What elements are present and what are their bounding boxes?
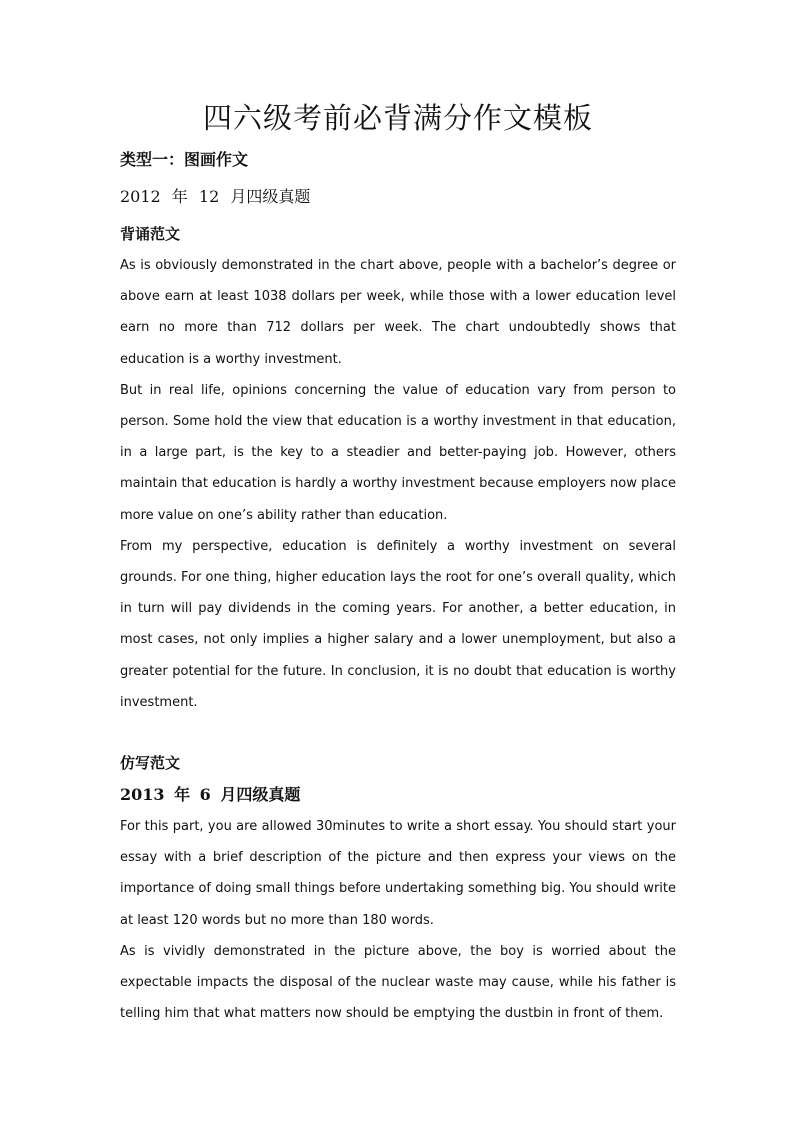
essay1-paragraph-1: As is obviously demonstrated in the chart above, people with a bachelor’s degree or above earn at least 1038 dollars per week, while those with a lower education level earn no more than 712 dollars per week. The chart undoubtedly shows that education is a worthy investment. — [120, 258, 676, 367]
section-type-heading: 类型一：图画作文 — [120, 150, 249, 169]
exam-heading-2012: 2012 年 12 月四级真题 — [120, 187, 311, 206]
document-page — [120, 96, 676, 1029]
exam-heading-2013: 2013 年 6 月四级真题 — [120, 785, 301, 805]
section-gap — [120, 718, 676, 747]
essay2-paragraph-2: As is vividly demonstrated in the picture above, the boy is worried about the expectable impacts the disposal of the nuclear waste may cause, while his father is telling him that what matters now should be emptying the dustbin in front of them. — [120, 943, 676, 1022]
imitation-sample-label: 仿写范文 — [120, 754, 181, 773]
document-title: 四六级考前必背满分作文模板 — [202, 101, 593, 135]
recite-sample-label: 背诵范文 — [120, 225, 181, 243]
essay1-paragraph-2: But in real life, opinions concerning the value of education vary from person to person. Some hold the view that education is a worthy investment in that education, in a large part, is the key to a steadier and better-paying job. However, others maintain that education is hardly a worthy investment because employers now place more value on one’s ability rather than education. — [120, 382, 676, 523]
essay1-paragraph-3: From my perspective, education is definitely a worthy investment on several grounds. For one thing, higher education lays the root for one’s overall quality, which in turn will pay dividends in the coming years. For another, a better education, in most cases, not only implies a higher salary and a lower unemployment, but also a greater potential for the future. In conclusion, it is no doubt that education is worthy investment. — [120, 538, 676, 710]
essay2-paragraph-1: For this part, you are allowed 30minutes to write a short essay. You should start your essay with a brief description of the picture and then express your views on the importance of doing small things before undertaking something big. You should write at least 120 words but no more than 180 words. — [120, 819, 676, 928]
